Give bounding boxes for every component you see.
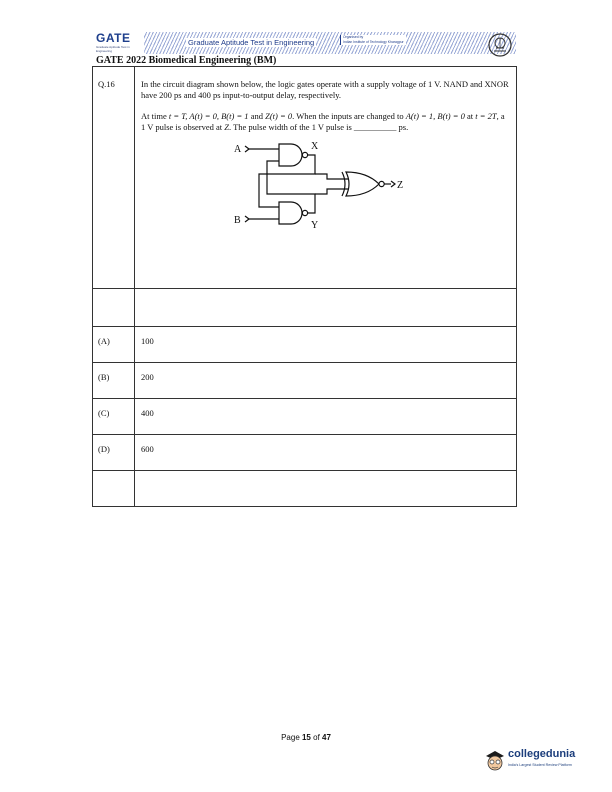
input-b-label: B [234,215,241,226]
banner-organiser [340,35,406,45]
output-z-label: Z [397,180,404,191]
input-a-label: A [234,144,242,155]
nand-gate-top [279,144,302,166]
option-label-c: (C) [93,399,135,435]
node-x-label: X [311,141,319,152]
option-label-d: (D) [93,435,135,471]
option-label-b: (B) [93,363,135,399]
logic-circuit-diagram [231,138,431,230]
option-value-c: 400 [135,399,517,435]
collegedunia-brand: collegedunia [508,748,576,760]
nand-gate-bottom [279,202,302,224]
option-value-d: 600 [135,435,517,471]
xnor-gate [346,172,379,196]
xnor-extra-arc [342,172,345,196]
banner-title: Graduate Aptitude Test in Engineering [188,38,315,47]
option-value-b: 200 [135,363,517,399]
subject-line: GATE 2022 Biomedical Engineering (BM) [96,55,277,66]
empty-cell [93,471,135,507]
gate-logo-text: GATE [96,31,131,45]
question-paragraph-1: In the circuit diagram shown below, the logic gates operate with a supply voltage of 1 V. NAND and XNOR have 200 ps and 400 ps input-to-output delay, respectively. [141,79,509,100]
empty-cell [93,289,135,327]
empty-cell [135,471,517,507]
question-table [92,66,517,507]
collegedunia-mascot-icon [483,746,507,774]
nand-bubble-top [302,152,307,157]
option-label-a: (A) [93,327,135,363]
node-y-label: Y [311,220,319,230]
question-paragraph-2: At time t = T, A(t) = 0, B(t) = 1 and Z(t) = 0. When the inputs are changed to A(t) = 1, B(t) = 0 at t = 2T, a 1 V pulse is observed at Z. The pulse width of the 1 V pulse is __________ ps. [141,111,505,132]
organiser-name: Indian Institute of Technology Kharagpur [343,40,404,44]
iit-emblem-icon [487,32,513,58]
page-current: 15 [301,733,311,742]
page-total: 47 [322,733,331,742]
empty-cell [135,289,517,327]
question-body [135,67,517,289]
page-footer: Page 15 of 47 [281,733,331,742]
gate-logo-tagline: Graduate Aptitude Test in Engineering [96,45,130,53]
nand-bubble-bottom [302,210,307,215]
collegedunia-tagline: India's Largest Student Review Platform [508,763,572,767]
xnor-bubble [379,181,384,186]
option-value-a: 100 [135,327,517,363]
question-number: Q.16 [93,67,135,289]
organiser-label: Organised by [343,35,364,39]
